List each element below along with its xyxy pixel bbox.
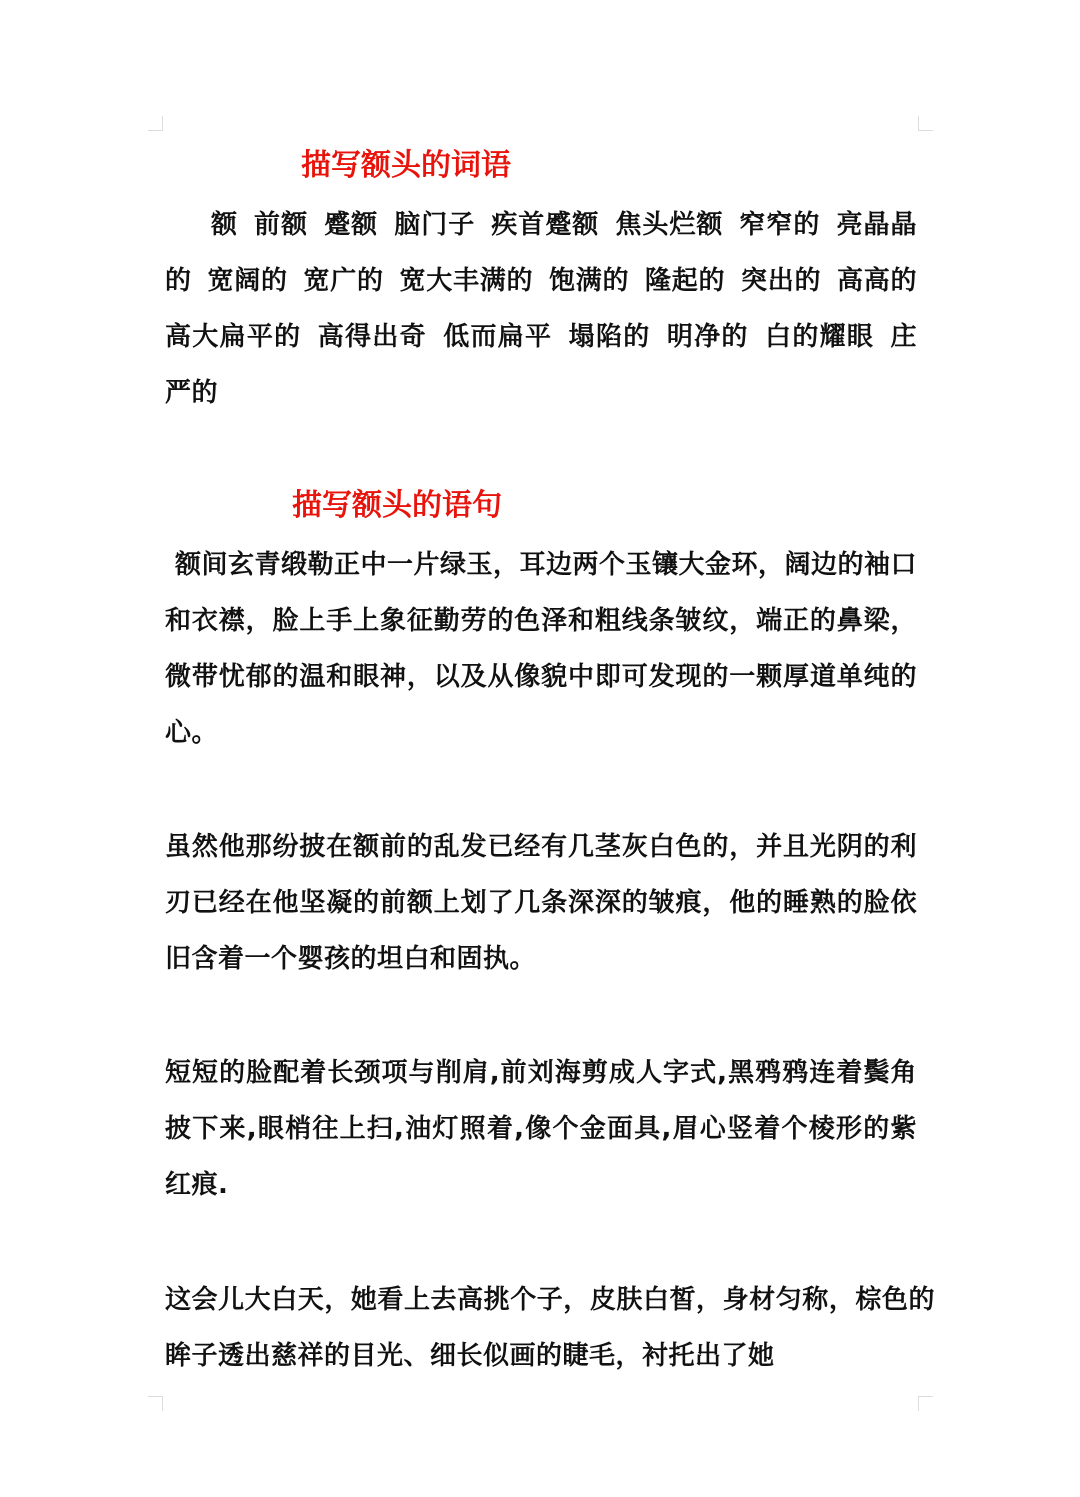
word-list-paragraph: 额 前额 蹙额 脑门子 疾首蹙额 焦头烂额 窄窄的 亮晶晶的 宽阔的 宽广的 宽大丰满的 饱满的 隆起的 突出的 高高的 高大扁平的 高得出奇 低而扁平 塌陷的 明净的 白的耀眼 庄严的: [165, 210, 917, 408]
sentence-paragraph-2: 虽然他那纷披在额前的乱发已经有几茎灰白色的，并且光阴的利刃已经在他坚凝的前额上划了几条深深的皱痕，他的睡熟的脸依旧含着一个婴孩的坦白和固执。: [165, 832, 917, 974]
crop-mark-top-right: [918, 116, 933, 131]
crop-mark-bottom-right: [918, 1396, 933, 1411]
sentence-paragraph-3: 短短的脸配着长颈项与削肩,前刘海剪成人字式,黑鸦鸦连着鬓角披下来,眼梢往上扫,油灯照着,像个金面具,眉心竖着个棱形的紫红痕.: [165, 1058, 917, 1200]
sentence-paragraph-1: 额间玄青缎勒正中一片绿玉，耳边两个玉镶大金环，阔边的袖口和衣襟，脸上手上象征勤劳的色泽和粗线条皱纹，端正的鼻梁，微带忧郁的温和眼神，以及从像貌中即可发现的一颗厚道单纯的心。: [165, 550, 918, 748]
sentence-paragraph-4: 这会儿大白天，她看上去高挑个子，皮肤白皙，身材匀称，棕色的眸子透出慈祥的目光、细长似画的睫毛，衬托出了她: [165, 1285, 935, 1371]
crop-mark-bottom-left: [148, 1396, 163, 1411]
section-title-sentences: 描写额头的语句: [292, 488, 502, 523]
crop-mark-top-left: [148, 116, 163, 131]
section-title-words: 描写额头的词语: [301, 148, 511, 183]
